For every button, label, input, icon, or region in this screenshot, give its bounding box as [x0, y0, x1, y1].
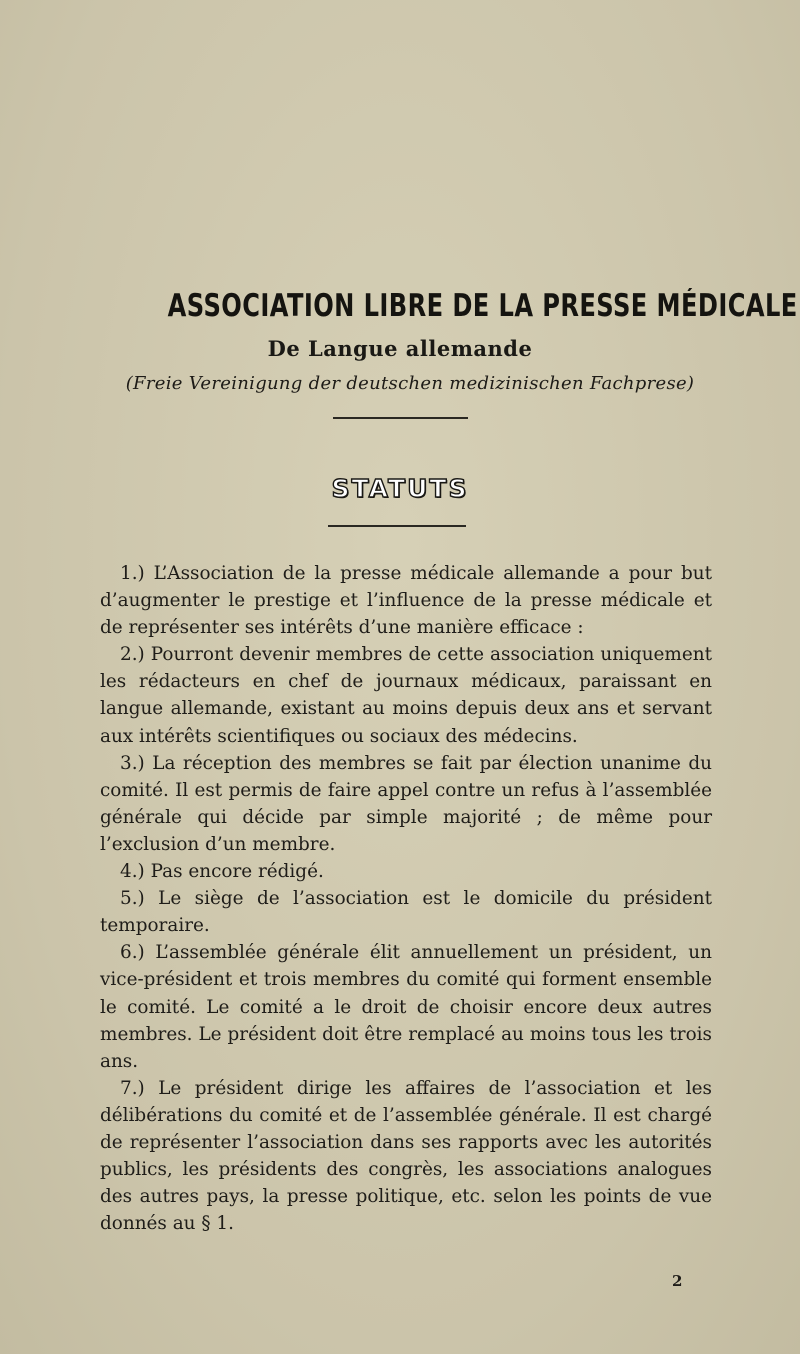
article-3: 3.) La réception des membres se fait par élection unanime du comité. Il est permis de faire appel contre un refus à l’assemblée générale qui décide par simple majorité ; de même pour l’exclusion d’un membre. — [100, 752, 712, 855]
section-heading: STATUTS — [331, 474, 469, 503]
page-title: ASSOCIATION LIBRE DE LA PRESSE MÉDICALE — [167, 288, 798, 324]
divider-bottom — [328, 525, 466, 527]
page-number: 2 — [672, 1272, 683, 1290]
article-1: 1.) L’Association de la presse médicale allemande a pour but d’augmenter le prestige et l’influence de la presse médicale et de représenter ses intérêts d’une manière efficace : — [100, 563, 712, 639]
divider-top — [333, 417, 468, 419]
article-5: 5.) Le siège de l’association est le domicile du président temporaire. — [100, 888, 712, 937]
article-4: 4.) Pas encore rédigé. — [120, 861, 324, 883]
article-6: 6.) L’assemblée générale élit annuellement un président, un vice-président et trois membres du comité qui forment ensemble le comité. Le comité a le droit de choisir encore deux autres membres. Le président doit être remplacé au moins tous les trois ans. — [100, 942, 712, 1072]
article-2: 2.) Pourront devenir membres de cette association uniquement les rédacteurs en chef de journaux médicaux, paraissant en langue allemande, existant au moins depuis deux ans et servant aux intérêts scientifiques ou sociaux des médecins. — [100, 644, 712, 747]
german-name: (Freie Vereinigung der deutschen medizinischen Fachprese) — [125, 373, 695, 394]
subtitle: De Langue allemande — [267, 336, 533, 361]
articles-body — [100, 560, 712, 1237]
article-7: 7.) Le président dirige les affaires de l’association et les délibérations du comité et de l’assemblée générale. Il est chargé de représenter l’association dans ses rapports avec les autorités publics, les présidents des congrès, les associations analogues des autres pays, la presse politique, etc. selon les points de vue donnés au § 1. — [100, 1077, 712, 1235]
